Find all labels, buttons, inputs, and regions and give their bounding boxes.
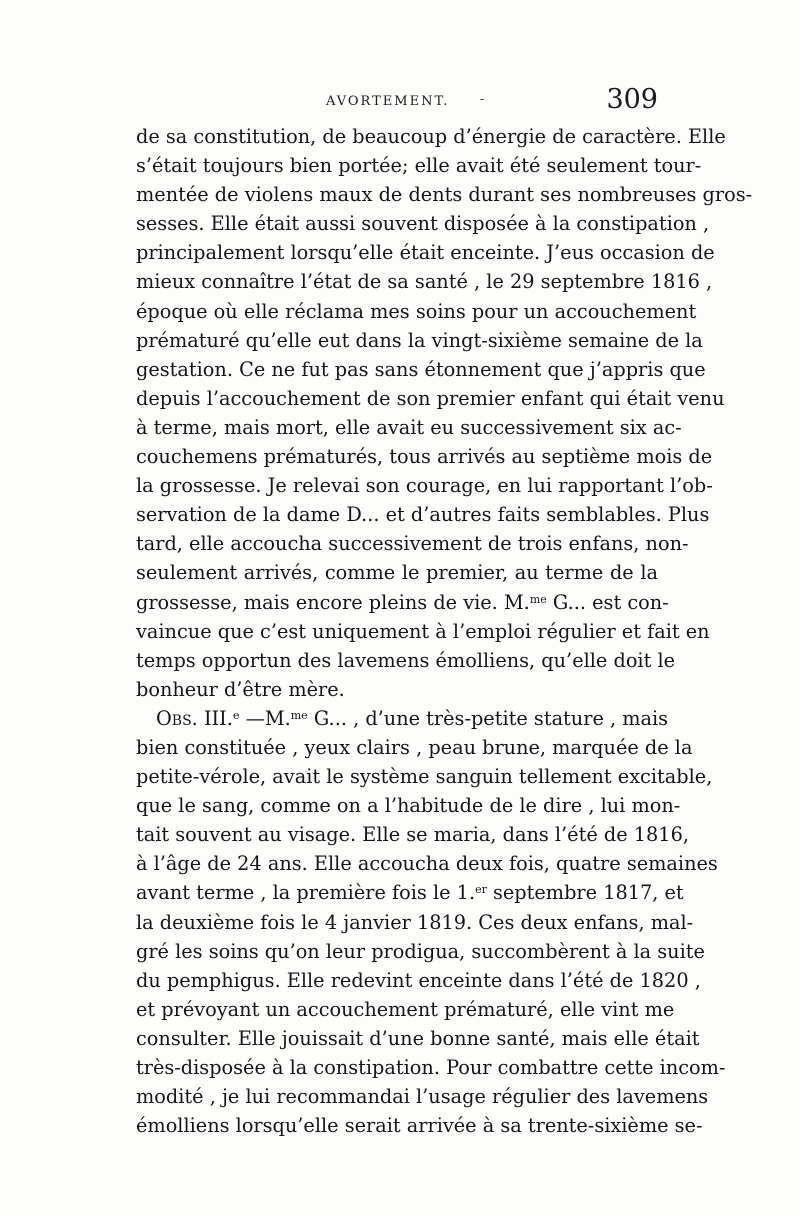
text-line: et prévoyant un accouchement prématuré, elle vint me — [136, 997, 675, 1021]
text-line: temps opportun des lavemens émolliens, qu’elle doit le — [136, 648, 676, 672]
text-line: la grossesse. Je relevai son courage, en lui rapportant l’ob- — [136, 474, 713, 498]
text-segment: avant terme , la première fois le — [136, 881, 451, 905]
text-line: prématuré qu’elle eut dans la vingt-sixième semaine de la — [136, 328, 703, 352]
running-head — [136, 84, 658, 124]
text-line: seulement arrivés, comme le premier, au terme de la — [136, 561, 658, 585]
text-line: vaincue que c’est uniquement à l’emploi régulier et fait en — [136, 619, 710, 643]
text-line: que le sang, comme on a l’habitude de le dire , lui mon- — [136, 794, 681, 818]
page-number: 309 — [606, 84, 658, 115]
text-line: tait souvent au visage. Elle se maria, dans l’été de 1816, — [136, 823, 689, 847]
observation-heading-line — [136, 704, 669, 733]
text-line: mentée de violens maux de dents durant ses nombreuses gros- — [136, 183, 753, 207]
superscript: e — [232, 708, 240, 722]
text-segment: —M. — [245, 706, 291, 730]
text-line: mieux connaître l’état de sa santé , le 29 septembre 1816 , — [136, 270, 713, 294]
text-line: petite-vérole, avait le système sanguin tellement excitable, — [136, 765, 713, 789]
text-line: consulter. Elle jouissait d’une bonne santé, mais elle était — [136, 1026, 700, 1050]
abbreviation: M. — [503, 590, 530, 614]
text-line: à l’âge de 24 ans. Elle accoucha deux fois, quatre semaines — [136, 852, 718, 876]
text-line: bien constituée , yeux clairs , peau brune, marquée de la — [136, 735, 693, 759]
text-line: émolliens lorsqu’elle serait arrivée à sa trente-sixième se- — [136, 1114, 703, 1138]
superscript: er — [475, 883, 487, 897]
text-line: bonheur d’être mère. — [136, 677, 345, 701]
text-line: la deuxième fois le 4 janvier 1819. Ces deux enfans, mal- — [136, 910, 694, 934]
text-segment: septembre 1817, et — [493, 881, 684, 905]
superscript: me — [529, 592, 547, 606]
text-line: gestation. Ce ne fut pas sans étonnement que j’appris que — [136, 357, 706, 381]
text-line: de sa constitution, de beaucoup d’énergie de caractère. Elle — [136, 125, 726, 148]
text-line: couchemens prématurés, tous arrivés au septième mois de — [136, 445, 713, 469]
text-segment: grossesse, mais encore pleins de vie. — [136, 590, 498, 614]
text-line: s’était toujours bien portée; elle avait été seulement tour- — [136, 154, 702, 178]
text-line — [136, 588, 669, 617]
text-line — [136, 878, 684, 907]
running-mark: - — [480, 92, 485, 106]
text-line: sesses. Elle était aussi souvent disposée à la constipation , — [136, 212, 710, 236]
text-line: gré les soins qu’on leur prodigua, succombèrent à la suite — [136, 939, 705, 963]
text-segment: G... , d’une très-petite stature , mais — [313, 706, 669, 730]
text-line: à terme, mais mort, elle avait eu successivement six ac- — [136, 415, 682, 439]
text-line: servation de la dame D... et d’autres faits semblables. Plus — [136, 503, 710, 527]
superscript: me — [290, 708, 308, 722]
text-line: modité , je lui recommandai l’usage régulier des lavemens — [136, 1085, 709, 1109]
running-title: AVORTEMENT. — [326, 94, 450, 109]
text-line: principalement lorsqu’elle était enceinte. J’eus occasion de — [136, 241, 715, 265]
text-segment: G... est con- — [552, 590, 669, 614]
text-segment: 1. — [456, 881, 476, 905]
text-line: époque où elle réclama mes soins pour un accouchement — [136, 299, 697, 323]
text-line: du pemphigus. Elle redevint enceinte dans l’été de 1820 , — [136, 968, 701, 992]
text-line: tard, elle accoucha successivement de trois enfans, non- — [136, 532, 689, 556]
observation-label: Obs. III. — [156, 706, 233, 730]
body-text — [136, 122, 753, 1140]
text-line: depuis l’accouchement de son premier enfant qui était venu — [136, 386, 725, 410]
text-line: très-disposée à la constipation. Pour combattre cette incom- — [136, 1056, 726, 1079]
